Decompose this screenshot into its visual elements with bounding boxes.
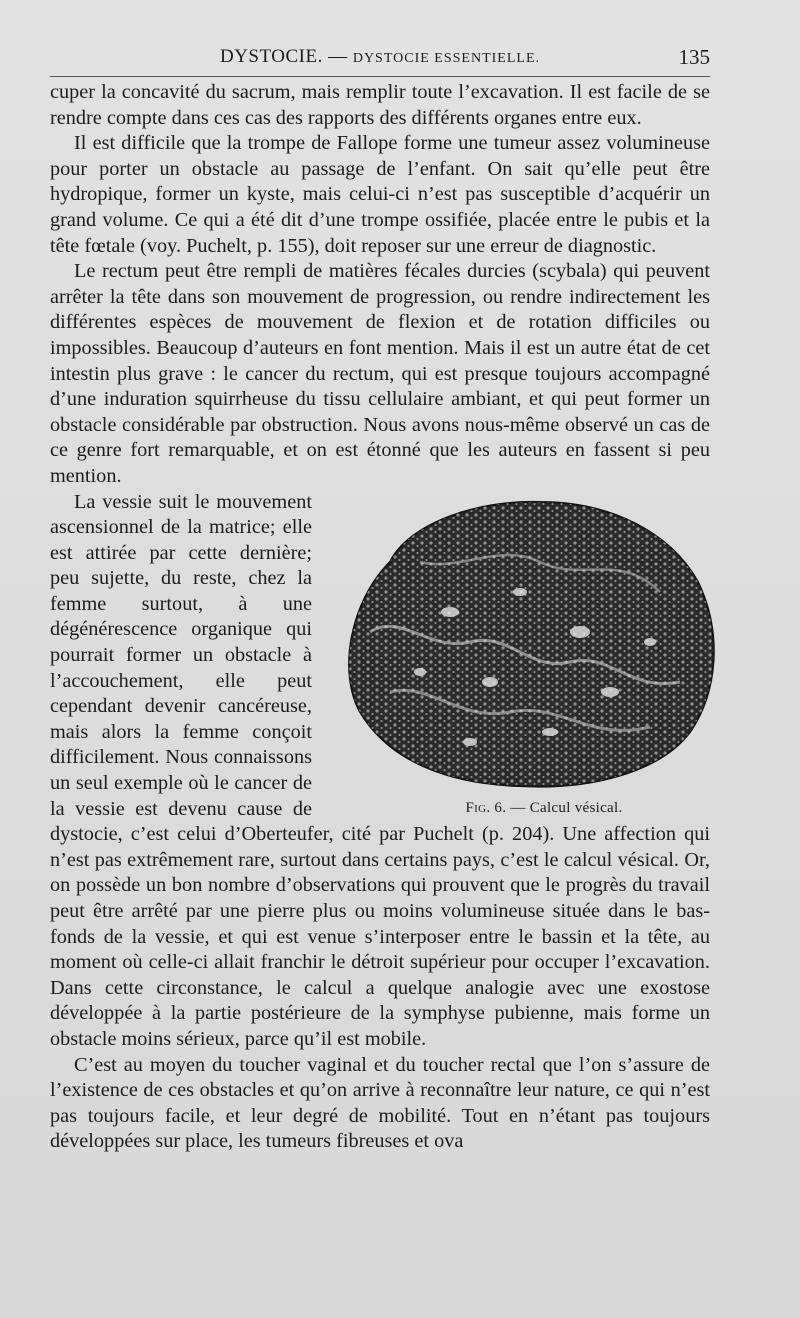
section-title: DYSTOCIE ESSENTIELLE. [352,51,541,66]
running-head-title [50,46,710,68]
body-text [50,80,710,1155]
figure-dash: — [506,799,530,816]
paragraph-4: La vessie suit le mouvement ascensionnel de la matrice; elle est attirée par cette dernière; peu sujette, du reste, chez la femme surtout, à une dégénérescence organique qui pourrait former un obstacle à l’accouchement, elle peut cependant devenir cancéreuse, mais alors la femme conçoit difficilement. Nous connaissons un seul exemple où le cancer de la vessie est devenu cause de dystocie, c’est celui d’Oberteufer, cité par Puchelt (p. 204). Une affection qui n’est pas extrêmement rare, surtout dans certains pays, c’est le calcul vésical. Or, on possède un bon nombre d’observations qui prouvent que le progrès du travail peut être arrêté par une pierre plus ou moins volumineuse située dans le bas-fonds de la vessie, et qui est venue s’interposer entre le bassin et la tête, au moment où celle-ci allait franchir le détroit supérieur pour occuper l’excavation. Dans cette circonstance, le calcul a quelque analogie avec une exostose développée à la partie postérieure de la symphyse pubienne, mais forme un obstacle moins sérieux, parce qu’il est mobile. [50,490,710,1050]
paragraph-2: Il est difficile que la trompe de Fallope forme une tumeur assez volumineuse pour porter un obstacle au passage de l’enfant. On sait qu’elle peut être hydropique, former un kyste, mais celui-ci n’est pas susceptible d’acquérir un grand volume. Ce qui a été dit d’une trompe ossifiée, placée entre le pubis et la tête fœtale (voy. Puchelt, p. 155), doit reposer sur une erreur de diagnostic. [50,132,710,257]
figure-label: Fig. 6. [465,799,507,816]
paragraph-5: C’est au moyen du toucher vaginal et du toucher rectal que l’on s’assure de l’existence de ces obstacles et qu’on arrive à reconnaître leur nature, ce qui n’est pas toujours facile, et leur degré de mobilité. Tout en n’étant pas toujours développées sur place, les tumeurs fibreuses et ova [50,1053,710,1153]
paragraph-3: Le rectum peut être rempli de matières fécales durcies (scybala) qui peuvent arrêter la tête dans son mouvement de progression, ou rendre indirectement les différentes espèces de mouvement de flexion et de rotation difficiles ou impossibles. Beaucoup d’auteurs en font mention. Mais il est un autre état de cet intestin plus grave : le cancer du rectum, qui est presque toujours accompagné d’une induration squirrheuse du tissu cellulaire ambiant, et qui peut former un obstacle considérable par obstruction. Nous avons nous-même observé un cas de ce genre fort remarquable, et on est étonné que les auteurs en fassent si peu mention. [50,260,710,487]
title-dash: — [322,46,353,67]
bladder-stone-engraving [330,492,726,792]
chapter-title: DYSTOCIE. [219,46,323,67]
figure-caption [394,796,694,822]
paragraph-1: cuper la concavité du sacrum, mais remplir toute l’excavation. Il est facile de se rendre compte dans ces cas des rapports des différents organes entre eux. [50,81,710,129]
figure-title: Calcul vésical. [529,799,623,816]
figure-calcul-vesical [330,492,726,822]
page-number: 135 [678,45,710,69]
running-header [50,42,710,77]
